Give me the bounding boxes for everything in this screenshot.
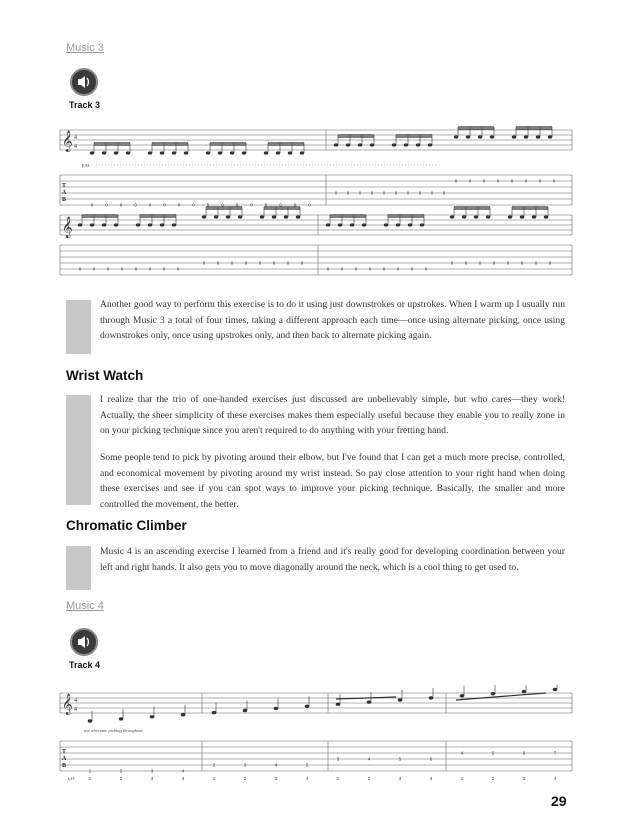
tab-fret: 0 [300,260,304,266]
tab-fret: 3 [243,762,247,768]
tab-fret: 0 [520,260,524,266]
sidebar-bar [66,395,91,505]
note [326,223,330,226]
note [212,711,217,714]
tab-fret: 6 [429,756,433,762]
tab-fret: 0 [468,178,472,184]
tab-fret: 0 [177,202,181,208]
note [522,690,527,693]
tab-fret: 0 [264,202,268,208]
note [350,223,354,226]
note [416,143,420,146]
tab-fret: 0 [538,178,542,184]
tab-fret: 0 [163,202,166,208]
tab-fret: 0 [464,260,468,266]
note [184,151,188,154]
paragraph-4: Music 4 is an ascending exercise I learned from a friend and it's really good for developing coordination between your left and right hands. It also gets you to move diagonally around the neck, which is a cool thing to get used to. [100,546,565,573]
paragraph-2: I realize that the trio of one-handed exercises just discussed are unbelievably simple, but who cares—they work! Actually, the sheer simplicity of these exercises makes them especially useful because they enable you to really zone in on your picking technique since you aren't required to do anything with your fretting hand. [100,394,565,436]
tab-fret: 0 [340,266,344,272]
svg-text:4: 4 [74,698,77,704]
lh-label: LH: [68,776,76,781]
finger-number: 4 [429,776,433,781]
tab-fret: 0 [510,178,514,184]
note [160,151,164,154]
tab-fret: 0 [492,260,496,266]
tab-fret: 0 [382,266,386,272]
svg-text:B: B [62,197,67,203]
tab-fret: 0 [221,202,224,208]
note [450,215,454,218]
sidebar-bar [66,546,91,590]
sidebar-bar [66,300,91,354]
note [370,143,374,146]
tab-fret: 0 [454,178,458,184]
tab-fret: 0 [418,190,422,196]
music3-label: Music 3 [66,42,104,54]
tab-1 [60,175,572,205]
tab-fret: 0 [293,202,297,208]
finger-number: 2 [367,776,371,781]
tab-fret: 0 [334,190,338,196]
tab-fret: 4 [460,750,464,756]
note [524,135,528,138]
note [420,223,424,226]
tab-frets-2 [79,261,552,272]
tab-fret: 0 [394,190,398,196]
tab-fret: 0 [134,202,137,208]
note [206,151,210,154]
note [218,151,222,154]
tab-fret: 0 [134,266,138,272]
svg-text:T: T [62,749,67,755]
note [114,151,118,154]
note [490,135,494,138]
tab-fret: 0 [258,260,262,266]
note [404,143,408,146]
note [334,143,338,146]
paragraph-1: Another good way to perform this exercise is to do it using just downstrokes or upstrokes. When I warm up I usually run through Music 3 a total of four times, taking a different approach each time—once using alternate picking, once using downstrokes only, once using upstrokes only, and then back to alternate picking again. [100,299,565,341]
tab-fret: 0 [346,190,350,196]
note [172,151,176,154]
note [478,135,482,138]
note [288,151,292,154]
note [544,215,548,218]
tab-label: T [62,183,67,189]
svg-text:A: A [62,190,67,196]
note [243,709,248,712]
note [226,215,230,218]
tab-fret: 0 [308,202,311,208]
note [274,707,279,710]
note [172,223,176,226]
note [428,143,432,146]
pm-label: P.M. [82,163,91,168]
note [181,713,186,716]
note [202,215,206,218]
finger-number: 4 [553,776,557,781]
tab-fret: 5 [305,762,309,768]
note [466,135,470,138]
tab-fret: 0 [235,202,239,208]
note [338,223,342,226]
finger-number: 1 [212,776,216,781]
note [398,698,403,701]
svg-text:4: 4 [74,144,77,150]
tab-fret: 0 [552,178,556,184]
note [367,700,372,703]
time-signature: 4 [74,135,77,141]
tab-fret: 0 [370,190,374,196]
note [148,223,152,226]
svg-text:𝄞: 𝄞 [62,694,73,714]
speaker-icon[interactable] [70,628,98,656]
note [460,694,465,697]
treble-clef-icon: 𝄞 [62,131,73,151]
tab-fret: 7 [553,750,557,756]
music3-notation [56,115,576,285]
tab-fret: 0 [450,260,454,266]
tab-fret: 0 [250,202,253,208]
tab-fret: 0 [148,202,152,208]
tab-fret: 0 [90,202,94,208]
picking-instruction: use alternate picking throughout [84,728,143,733]
note [90,151,94,154]
note [88,719,93,722]
note [305,705,310,708]
notes-row-2 [78,207,548,227]
track4-label: Track 4 [69,660,101,670]
tab-fret: 0 [396,266,400,272]
notes-row-1 [90,127,552,155]
note [512,135,516,138]
tab-fret: 2 [119,768,123,774]
finger-number: 1 [336,776,340,781]
note [362,223,366,226]
notes-row-3 [88,685,558,723]
tab-frets-3 [89,751,557,774]
note [102,151,106,154]
staff-1 [60,130,572,150]
note [462,215,466,218]
note [264,151,268,154]
note [136,223,140,226]
music4-label: Music 4 [66,600,104,612]
note [276,151,280,154]
tab-fret: 5 [491,750,495,756]
finger-number: 3 [150,776,154,781]
tab-fret: 0 [548,260,552,266]
page-number: 29 [551,793,567,809]
note [346,143,350,146]
note [508,215,512,218]
finger-number: 2 [119,776,123,781]
note [392,143,396,146]
tab-fret: 0 [286,260,290,266]
finger-number: 3 [274,776,278,781]
note [429,696,434,699]
tab-fret: 0 [202,260,206,266]
tab-fret: 4 [367,756,371,762]
finger-number: 2 [491,776,495,781]
note [242,151,246,154]
finger-row [89,776,557,781]
finger-number: 2 [243,776,247,781]
note [358,143,362,146]
note [102,223,106,226]
note [238,215,242,218]
tab-fret: 0 [206,202,210,208]
tab-fret: 0 [120,266,124,272]
svg-text:𝄞: 𝄞 [62,217,73,237]
note [230,151,234,154]
note [520,215,524,218]
tab-fret: 0 [279,202,282,208]
tab-fret: 0 [119,202,123,208]
finger-number: 4 [181,776,185,781]
note [160,223,164,226]
svg-text:B: B [62,763,67,769]
tab-fret: 0 [424,266,428,272]
tab-fret: 0 [106,266,110,272]
paragraph-3: Some people tend to pick by pivoting around their elbow, but I've found that I can get a much more precise, controlled, and economical movement by pivoting around my wrist instead. So pay close attention to your right hand when doing these exercises and see if you can spot ways to improve your picking technique. Basically, the smaller and more controlled the movement, the better. [100,452,565,510]
tab-fret: 0 [354,266,358,272]
svg-text:4: 4 [74,707,77,713]
tab-fret: 0 [482,178,486,184]
tab-fret: 3 [336,756,340,762]
tab-fret: 0 [244,260,248,266]
tab-fret: 0 [524,178,528,184]
note [491,692,496,695]
note [272,215,276,218]
note [532,215,536,218]
finger-number: 3 [522,776,526,781]
tab-fret: 0 [92,266,96,272]
note [260,215,264,218]
note [150,715,155,718]
tab-fret: 0 [442,190,446,196]
tab-fret: 0 [148,266,152,272]
tab-fret: 2 [212,762,216,768]
note [474,215,478,218]
finger-number: 1 [460,776,464,781]
tab-fret: 4 [181,768,185,774]
note [336,703,341,706]
note [548,135,552,138]
tab-fret: 0 [216,260,220,266]
note [384,223,388,226]
track3-label: Track 3 [69,100,101,110]
heading-wrist-watch: Wrist Watch [66,368,144,383]
tab-fret: 4 [274,762,278,768]
music4-notation [56,685,576,785]
note [148,151,152,154]
tab-fret: 0 [358,190,362,196]
tab-fret: 0 [230,260,234,266]
tab-fret: 0 [326,266,330,272]
tab-fret: 0 [176,266,180,272]
heading-chromatic-climber: Chromatic Climber [66,518,187,533]
tab-fret: 0 [272,260,276,266]
note [396,223,400,226]
note [454,135,458,138]
tab-fret: 0 [406,190,410,196]
note [114,223,118,226]
tab-fret: 0 [105,202,108,208]
tab-fret: 5 [398,756,402,762]
tab-fret: 0 [192,202,195,208]
note [296,215,300,218]
note [119,717,124,720]
tab-fret: 0 [382,190,386,196]
note [408,223,412,226]
svg-text:A: A [62,756,67,762]
finger-number: 3 [398,776,402,781]
finger-number: 4 [305,776,309,781]
tab-fret: 0 [506,260,510,266]
tab-fret: 0 [430,190,434,196]
note [553,688,558,691]
note [78,223,82,226]
tab-fret: 0 [496,178,500,184]
note [536,135,540,138]
note [300,151,304,154]
tab-fret: 0 [162,266,166,272]
tab-fret: 0 [368,266,372,272]
tab-fret: 6 [522,750,526,756]
staff-3 [60,693,572,713]
tab-fret: 0 [478,260,482,266]
note [90,223,94,226]
tab-fret: 1 [88,768,92,774]
finger-number: 1 [88,776,92,781]
tab-fret: 3 [150,768,154,774]
tab-fret: 0 [534,260,538,266]
tab-fret: 0 [78,266,82,272]
note [214,215,218,218]
note [126,151,130,154]
speaker-icon[interactable] [70,68,98,96]
tab-fret: 0 [410,266,414,272]
note [486,215,490,218]
tab-3 [60,741,572,771]
note [284,215,288,218]
